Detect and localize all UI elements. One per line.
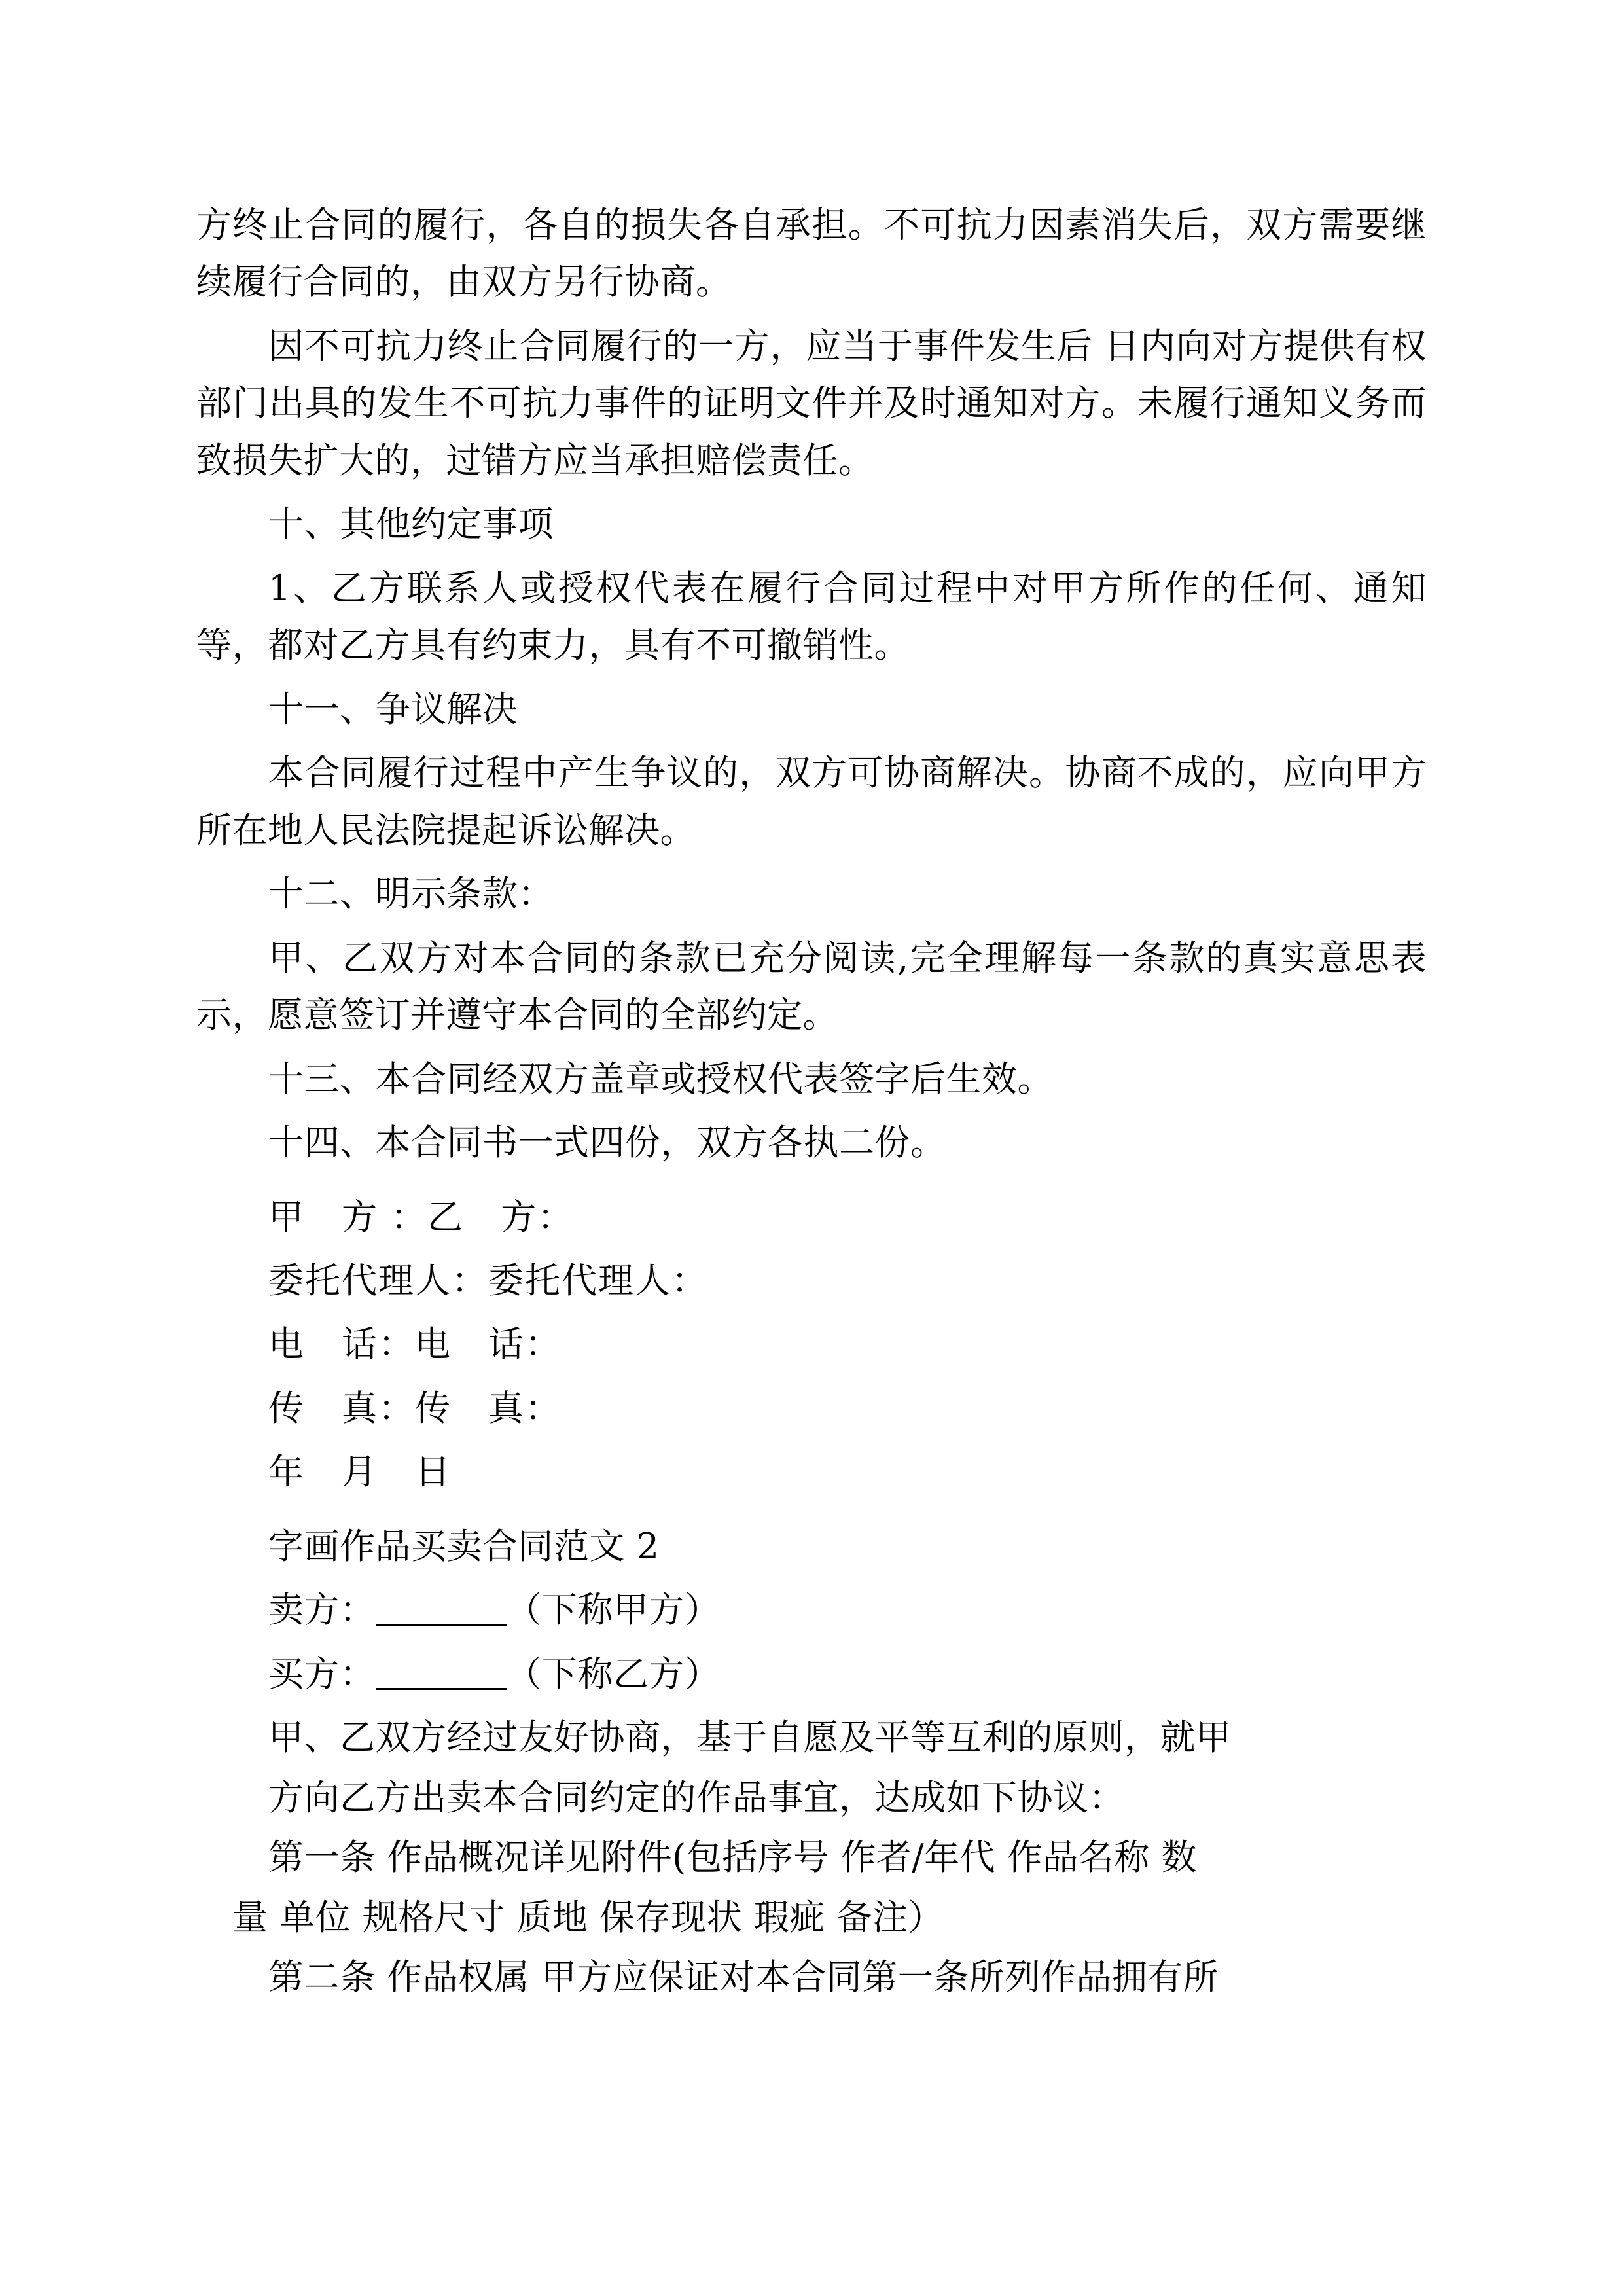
heading-section-twelve: 十二、明示条款： [268,873,554,915]
heading-section-eleven: 十一、争议解决 [268,688,518,730]
section-heading-sample-two: 字画作品买卖合同范文 2 [268,1525,660,1567]
signature-line-agents: 委托代理人：委托代理人： [268,1259,708,1301]
paragraph-force-majeure-notice: 因不可抗力终止合同履行的一方，应当于事件发生后 日内向对方提供有权部门出具的发生不可抗力事件的证明文件并及时通知对方。未履行通知义务而致损失扩大的，过错方应当承担赔偿责任。 [196,325,1427,481]
signature-line-phone: 电 话：电 话： [268,1323,562,1365]
paragraph-section-fourteen: 十四、本合同书一式四份，双方各执二份。 [268,1122,946,1164]
party-buyer-suffix: （下称乙方） [506,1653,721,1695]
heading-section-ten: 十、其他约定事项 [268,503,554,545]
paragraph-agreement-intro-line1: 甲、乙双方经过友好协商，基于自愿及平等互利的原则，就甲 [268,1717,1232,1759]
buyer-blank-field[interactable] [376,1688,507,1690]
paragraph-article-one-line1: 第一条 作品概况详见附件(包括序号 作者/年代 作品名称 数 [268,1837,1197,1878]
signature-line-date: 年 月 日 [268,1451,452,1493]
party-seller-prefix: 卖方： [268,1589,376,1631]
paragraph-article-two: 第二条 作品权属 甲方应保证对本合同第一条所列作品拥有所 [268,1956,1219,1998]
document-body [196,196,1427,2006]
paragraph-article-one-line2: 量 单位 规格尺寸 质地 保存现状 瑕疵 备注） [232,1896,944,1938]
signature-line-fax: 传 真：传 真： [268,1387,562,1429]
party-seller-suffix: （下称甲方） [506,1589,721,1631]
seller-blank-field[interactable] [376,1624,507,1626]
party-line-seller [196,1581,1427,1638]
paragraph-other-terms-1: 1、乙方联系人或授权代表在履行合同过程中对甲方所作的任何、通知等，都对乙方具有约束力，具有不可撤销性。 [196,567,1427,666]
paragraph-dispute-resolution: 本合同履行过程中产生争议的，双方可协商解决。协商不成的，应向甲方所在地人民法院提起诉讼解决。 [196,752,1427,851]
party-buyer-prefix: 买方： [268,1653,376,1695]
paragraph-express-terms: 甲、乙双方对本合同的条款已充分阅读,完全理解每一条款的真实意思表示，愿意签订并遵守本合同的全部约定。 [196,937,1427,1036]
paragraph-section-thirteen: 十三、本合同经双方盖章或授权代表签字后生效。 [268,1058,1053,1100]
paragraph-continuation: 方终止合同的履行，各自的损失各自承担。不可抗力因素消失后，双方需要继续履行合同的，由双方另行协商。 [196,204,1427,303]
signature-line-parties: 甲 方 ：乙 方： [268,1196,575,1238]
paragraph-agreement-intro-line2: 方向乙方出卖本合同约定的作品事宜，达成如下协议： [268,1776,1124,1818]
party-line-buyer [196,1645,1427,1702]
